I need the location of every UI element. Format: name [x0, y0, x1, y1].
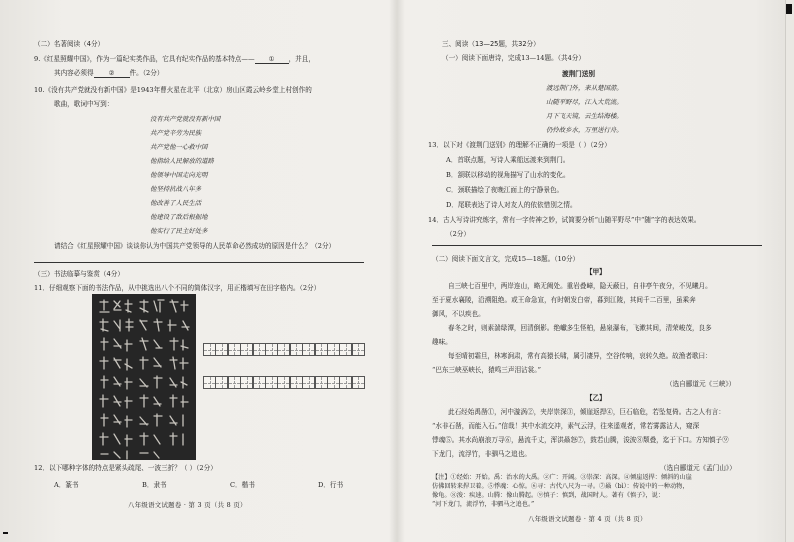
- passage-jia-line: 至于夏水襄陵，沿溯阻绝。或王命急宣，有时朝发白帝，暮到江陵，其间千二百里，虽乘奔: [432, 296, 696, 304]
- lyric-line: 他领导中国走向光明: [150, 171, 208, 179]
- registration-mark: [3, 532, 8, 534]
- question-10-line-2: 歌曲，歌词中写到：: [54, 100, 114, 108]
- passage-jia-line: 自三峡七百里中，两岸连山，略无阙处。重岩叠嶂，隐天蔽日，自非亭午夜分，不见曦月。: [448, 282, 712, 290]
- tianzige-cell[interactable]: [290, 343, 303, 356]
- option-b[interactable]: B．隶书: [142, 481, 167, 489]
- tianzige-cell[interactable]: [277, 376, 290, 389]
- question-14-line-1: 14．古人写诗讲究炼字，常有一字传神之妙，试简要分析“山随平野尽”中“随”字的表达效果。: [428, 216, 701, 224]
- poem-line: 仍怜故乡水，万里送行舟。: [546, 126, 623, 134]
- q13-option-d[interactable]: D．尾联表达了诗人对友人的依依惜别之情。: [446, 201, 577, 209]
- tianzige-cell[interactable]: [215, 343, 228, 356]
- section-title-classics: （二）名著阅读（4分）: [34, 40, 105, 48]
- passage-jia-line: 御风，不以疾也。: [432, 310, 485, 318]
- tianzige-cell[interactable]: [265, 376, 278, 389]
- tianzige-cell[interactable]: [352, 376, 365, 389]
- tianzige-cell[interactable]: [228, 343, 241, 356]
- calligraphy-artwork: [92, 294, 196, 460]
- tianzige-cell[interactable]: [215, 376, 228, 389]
- question-11-line-1: 11．仔细观察下面的书法作品，从中挑选出八个不同的简体汉字，用正楷填写在田字格内。（2分）: [34, 284, 321, 292]
- right-page: [410, 0, 794, 542]
- page-footer-right: 八年级语文试题卷 · 第 4 页（共 8 页）: [528, 515, 647, 523]
- tianzige-cell[interactable]: [203, 376, 216, 389]
- tianzige-cell[interactable]: [327, 376, 340, 389]
- passage-yi-line: “水非石凿，而能入石。”信哉！其中水流交冲，素气云浮，往来遥观者，常若雾露沾人，窥深: [432, 422, 700, 430]
- passage-jia-line: 每至晴初霜旦，林寒涧肃，常有高猿长啸，属引凄异，空谷传响，哀转久绝。故渔者歌曰：: [448, 352, 712, 360]
- option-c[interactable]: C．楷书: [230, 481, 255, 489]
- tianzige-cell[interactable]: [253, 343, 266, 356]
- tianzige-cell[interactable]: [352, 343, 365, 356]
- page-footer-left: 八年级语文试题卷 · 第 3 页（共 8 页）: [128, 501, 247, 509]
- tianzige-cell[interactable]: [327, 343, 340, 356]
- answer-line[interactable]: [34, 262, 364, 263]
- poem-line: 山随平野尽，江入大荒流。: [546, 98, 623, 106]
- tianzige-cell[interactable]: [277, 343, 290, 356]
- q13-option-a[interactable]: A．首联点题，写诗人乘船远渡来到荆门。: [446, 156, 570, 164]
- calligraphy-strokes: [92, 294, 196, 460]
- binding-edge: [785, 0, 794, 542]
- tianzige-cell[interactable]: [240, 376, 253, 389]
- poem-line: 月下飞天镜，云生结海楼。: [546, 112, 623, 120]
- lyric-line: 他实行了民主好处多: [150, 227, 208, 235]
- tianzige-cell[interactable]: [265, 343, 278, 356]
- subsection-title-poem: （一）阅读下面唐诗，完成13—14题。（共4分）: [442, 54, 585, 62]
- passage-label-yi: 【乙】: [586, 394, 606, 402]
- tianzige-cell[interactable]: [315, 376, 328, 389]
- annotation-line: “河下龙门，流浮竹，非驷马之追也。”: [432, 501, 535, 508]
- option-d[interactable]: D．行书: [318, 481, 344, 489]
- registration-mark: [786, 4, 792, 14]
- lyric-line: 他改善了人民生活: [150, 199, 202, 207]
- tianzige-cell[interactable]: [302, 376, 315, 389]
- passage-jia-line: “巴东三峡巫峡长，猿鸣三声泪沾裳。”: [432, 366, 541, 374]
- subsection-title-classical: （二）阅读下面文言文，完成15—18题。（10分）: [432, 255, 580, 263]
- passage-yi-line: 下龙门，流浮竹，非驷马之追也。: [432, 450, 531, 458]
- lyric-line: 他建设了敌后根据地: [150, 213, 208, 221]
- passage-jia-line: 春冬之时，则素湍绿潭，回清倒影。绝巘多生怪柏，悬泉瀑布，飞漱其间，清荣峻茂，良多: [448, 324, 712, 332]
- tianzige-cell[interactable]: [290, 376, 303, 389]
- passage-label-jia: 【甲】: [586, 268, 606, 276]
- question-9-line-2: 其内容必须得 ② 件。（2分）: [54, 69, 164, 77]
- option-a[interactable]: A．篆书: [54, 481, 79, 489]
- passage-yi-line: 此石经始禹凿①，河中漩涡②，夹岸崇深③，倾崖返捍④，巨石临危，若坠复倚。古之人有言：: [448, 408, 725, 416]
- tianzige-row-1: [203, 343, 364, 356]
- poem-line: 渡远荆门外，来从楚国游。: [546, 84, 623, 92]
- tianzige-cell[interactable]: [240, 343, 253, 356]
- passage-jia-source: （选自郦道元《三峡》）: [666, 380, 736, 388]
- answer-blank-2[interactable]: ②: [94, 69, 130, 78]
- question-9-line-1: 9.《红星照耀中国》，作为一篇纪实类作品，它具有纪实作品的基本特点—— ① ，并且，: [34, 55, 315, 63]
- q13-option-b[interactable]: B．颔联以移动的视角描写了山水的变化。: [446, 171, 570, 179]
- tianzige-cell[interactable]: [228, 376, 241, 389]
- passage-jia-line: 趣味。: [432, 338, 452, 346]
- tianzige-cell[interactable]: [302, 343, 315, 356]
- poem-title: 渡荆门送别: [562, 70, 595, 78]
- annotation-line: 仿佛回转来捍卫着。⑤悸魂：心惊。⑥寻：古代八尺为一寻。⑦赑（bì）：传说中的一种动物，: [432, 483, 689, 490]
- q13-option-c[interactable]: C．颈联描绘了夜晚江面上的宁静景色。: [446, 186, 564, 194]
- tianzige-cell[interactable]: [203, 343, 216, 356]
- question-14-line-2: （2分）: [446, 230, 470, 238]
- lyric-line: 共产党辛劳为民族: [150, 129, 202, 137]
- lyric-line: 他指给人民解放的道路: [150, 157, 214, 165]
- lyric-line: 他坚持抗战八年多: [150, 185, 202, 193]
- tianzige-cell[interactable]: [315, 343, 328, 356]
- annotation-line: 像龟。⑧浚：疾速。山腾：像山腾起。⑨慎子：慎到，战国时人。著有《慎子》，说：: [432, 492, 665, 499]
- lyric-line: 没有共产党就没有新中国: [150, 115, 221, 123]
- question-10-prompt: 请结合《红星照耀中国》谈谈你认为中国共产党领导的人民革命必然成功的原因是什么？（2分）: [54, 242, 336, 250]
- tianzige-cell[interactable]: [253, 376, 266, 389]
- answer-blank-1[interactable]: ①: [255, 55, 289, 64]
- lyric-line: 共产党他一心救中国: [150, 143, 208, 151]
- question-10-line-1: 10.《没有共产党就没有新中国》是1943年曹火星在北平（北京）房山区霞云岭乡堂上村创作的: [34, 86, 312, 94]
- passage-yi-source: （选自郦道元《孟门山》）: [660, 464, 736, 472]
- question-13: 13．以下对《渡荆门送别》的理解不正确的一项是（ ）（2分）: [428, 141, 611, 149]
- question-12-line-1: 12．以下哪种字体的特点是紧头疏尾、一波三折？（ ）（2分）: [34, 464, 217, 472]
- tianzige-row-2: [203, 376, 364, 389]
- passage-yi-line: 悸魂⑤。其水尚崩浪万寻⑥，悬流千丈，浑洪赑怒⑦，鼓若山腾，浚波⑧颓叠，迄于下口。方知慎子⑨: [432, 436, 729, 444]
- tianzige-cell[interactable]: [339, 343, 352, 356]
- answer-line[interactable]: [432, 245, 762, 246]
- section-title-calligraphy: （三）书法临摹与鉴赏（4分）: [34, 270, 124, 278]
- tianzige-cell[interactable]: [339, 376, 352, 389]
- annotation-line: 【注】①经始：开始。禹：治水的大禹。②广：开阔。③崇深：高深。④倾崖返捍：倾斜的山崖: [432, 474, 692, 481]
- section-title-reading: 三、阅读（13—25题，共32分）: [442, 40, 540, 48]
